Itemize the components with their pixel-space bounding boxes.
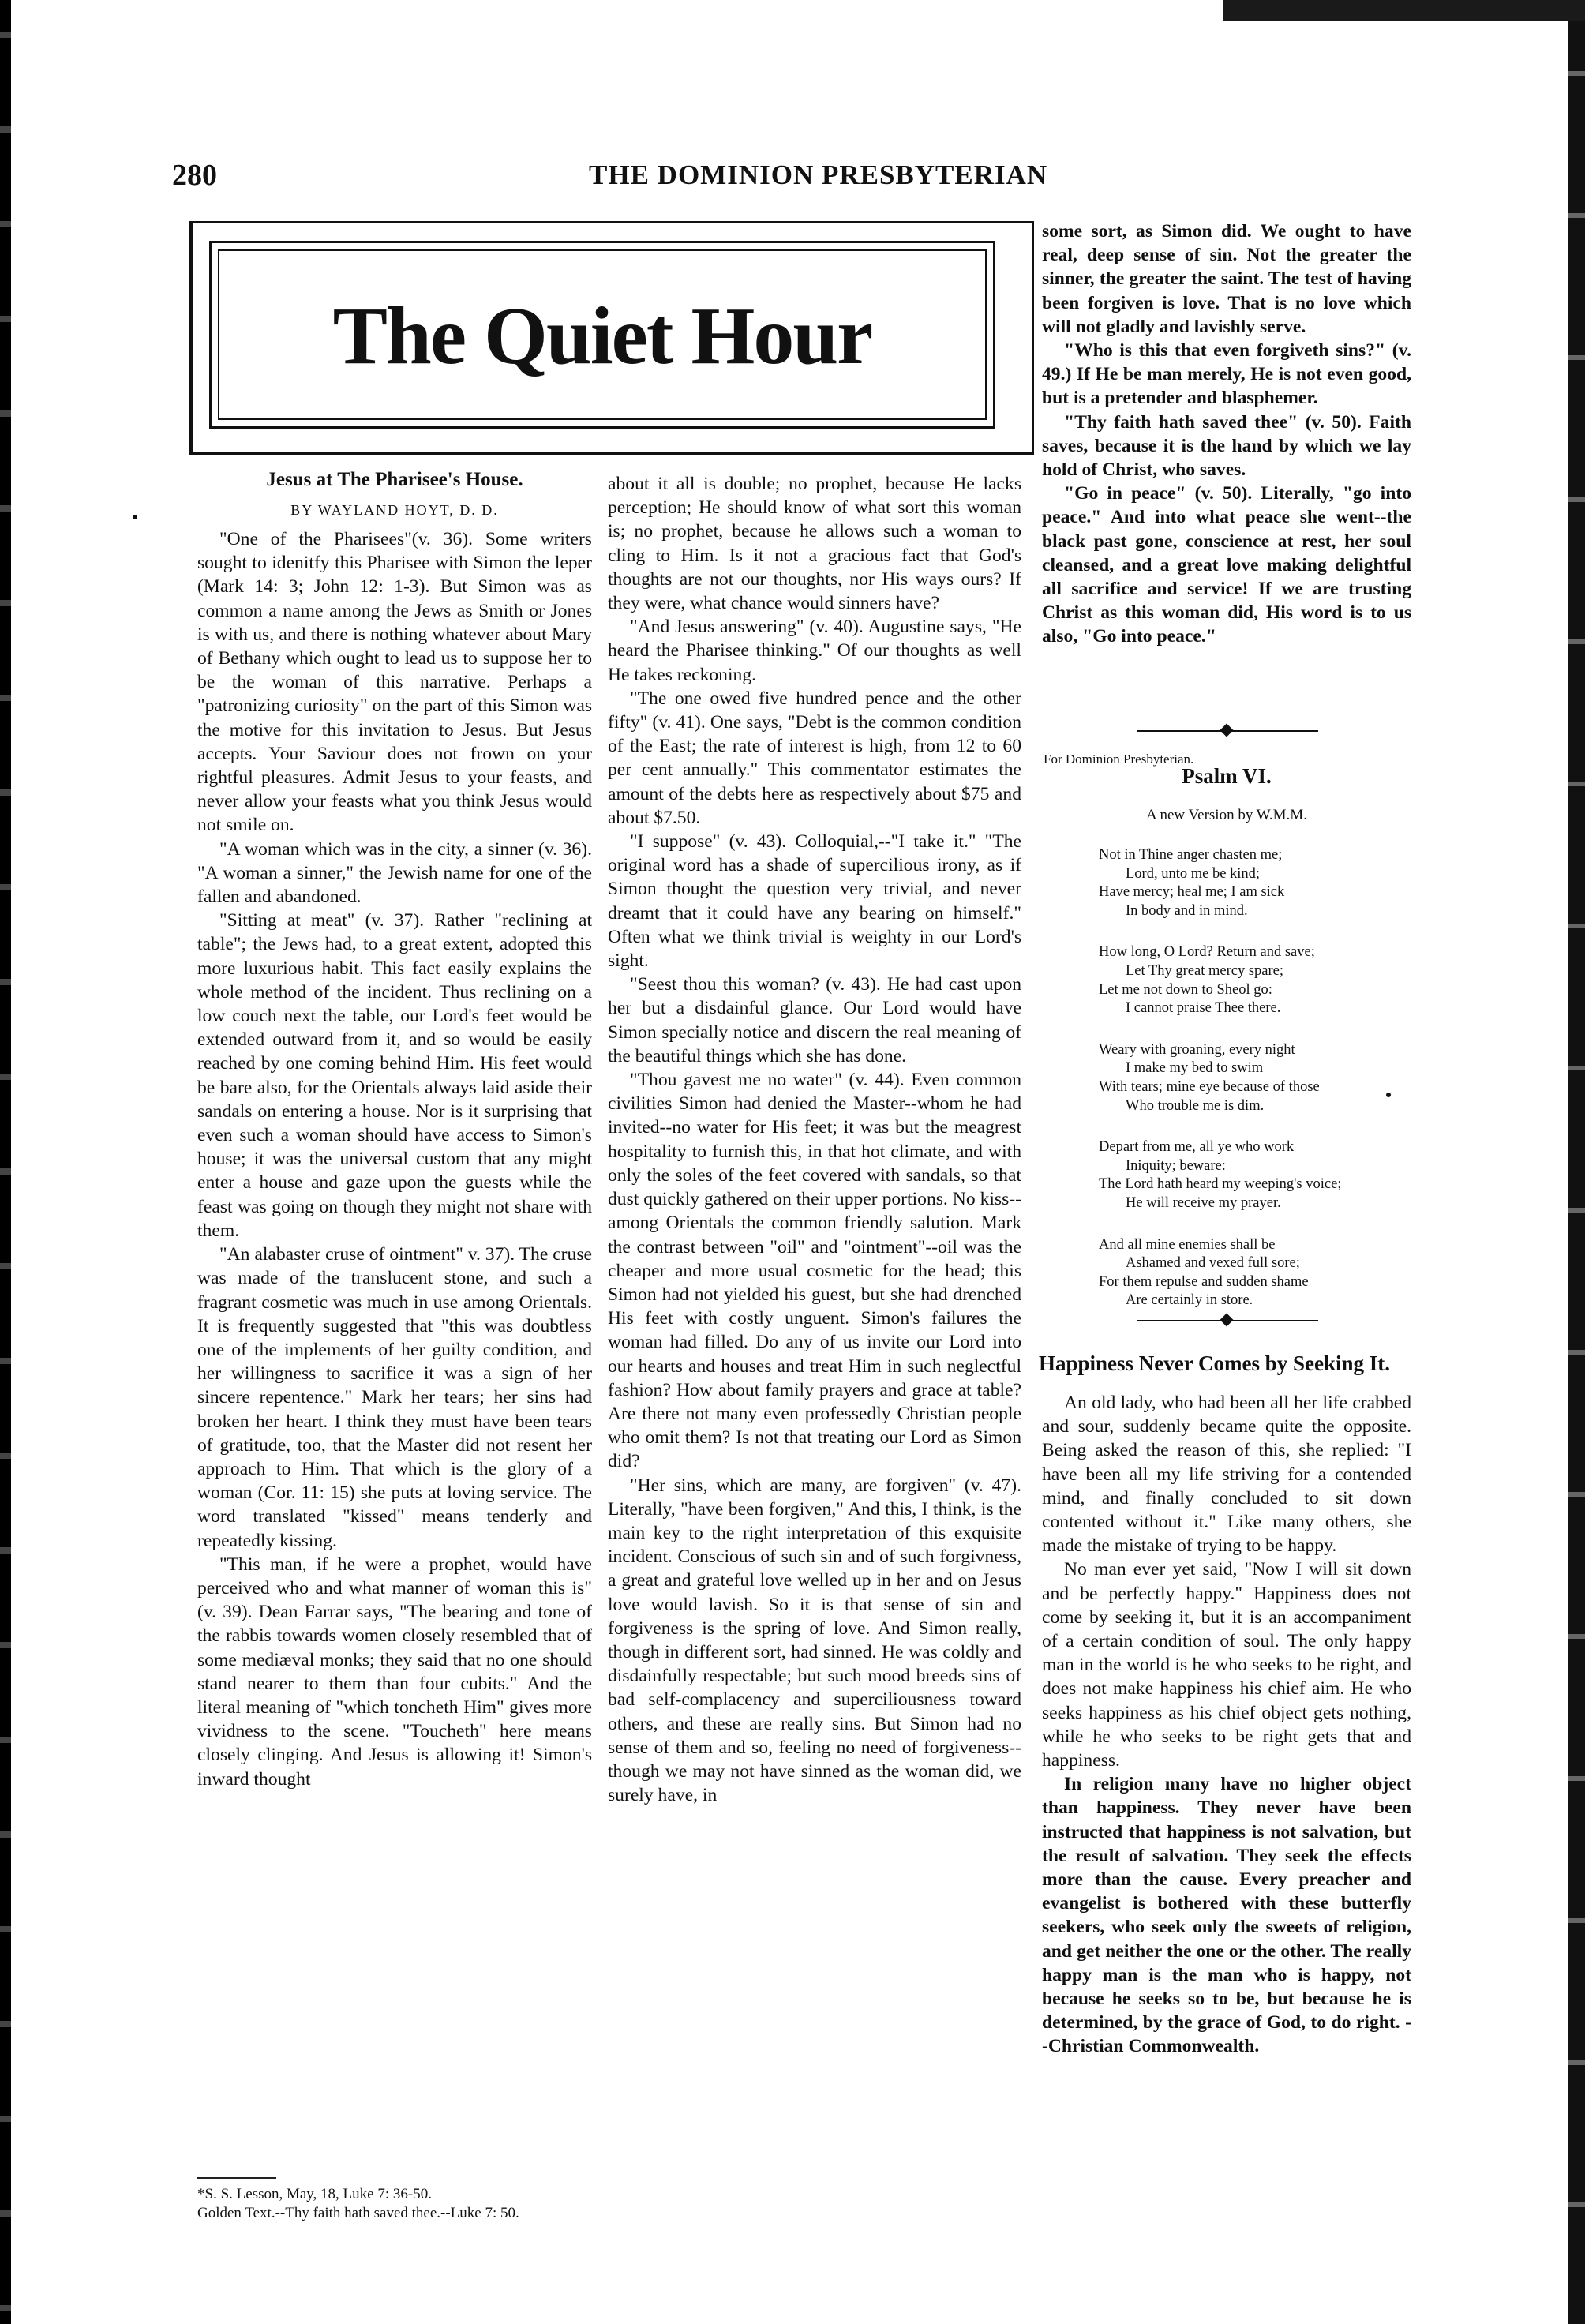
verse-line: Let me not down to Sheol go: [1099,981,1272,998]
byline: BY WAYLAND HOYT, D. D. [290,502,499,518]
ink-speck [1386,1093,1391,1097]
scan-edge-right [1568,0,1585,2324]
footnote-line: *S. S. Lesson, May, 18, Luke 7: 36-50. [197,2186,432,2202]
paragraph: "One of the Pharisees"(v. 36). Some writers sought to idenitfy this Pharisee with Simon the leper (Mark 14: 3; John 12: 1-3). But Simon was as common a name among the Jews as Smith or Jones is with us, and there is nothing whatever about Mary of Bethany which ought to lead us to suppose her to be the woman of this narrative. Perhaps a "patronizing curiosity" on the part of this Simon was the motive for this invitation to Jesus. But Jesus accepts. Your Saviour does not frown on your rightful pleasures. Admit Jesus to your feasts, and never allow your feasts what you think Jesus would not smile on. [197,529,592,836]
banner-frame [209,241,995,429]
paragraph: In religion many have no higher object than happiness. They never have been instructed that happiness is not salvation, but the result of salvation. They seek the effects more than the cause. Every preacher and evangelist is bothered with these butterfly seekers, who seek only the sweets of religion, and get neither the one or the other. The really happy man is the man who is happy, not because he seeks so to be, but because he is determined, by the grace of God, to do right. --Christian Commonwealth. [1042,1774,1411,2057]
verse-line: Are certainly in store. [1126,1292,1253,1309]
verse-line: With tears; mine eye because of those [1099,1078,1320,1095]
paragraph: "Her sins, which are many, are forgiven" (v. 47). Literally, "have been forgiven," And this, I think, is the main key to the right interpretation of this exquisite incident. Conscious of such sin and of such forgivness, a great and grateful love welled up in her and on Jesus love would lavish. So it is that sense of sin and forgiveness is the spring of love. And Simon really, though in different sort, had sinned. He was coldly and disdainfully respectable; but such mood breeds sins of bad self-complacency and superciliousness toward others, and these are really sins. But Simon had no sense of them and so, feeling no need of forgiveness--though we may not have sinned as the woman did, we surely have, in [608,1475,1021,1806]
footnote-rule [197,2177,276,2179]
paragraph: "I suppose" (v. 43). Colloquial,--"I take it." "The original word has a shade of supercilious irony, as if Simon thought the question very trivial, and never dreamt that it could have any bearing on himself." Often what we think trivial is weighty in our Lord's sight. [608,831,1021,972]
verse-line: Ashamed and vexed full sore; [1126,1255,1300,1272]
stanza [1099,846,1415,920]
scan-edge-top [1223,0,1585,21]
verse-line: Lord, unto me be kind; [1126,865,1261,882]
column-1 [197,527,592,1791]
verse-line: Let Thy great mercy spare; [1126,962,1283,979]
divider-ornament [1220,724,1234,737]
psalm-verses [1099,846,1415,1333]
verse-line: I make my bed to swim [1126,1060,1264,1077]
paragraph: "Thou gavest me no water" (v. 44). Even common civilities Simon had denied the Master--whom he had invited--no water for His feet; it was but the meagrest hospitality to furnish this, in that hot climate, and with only the soles of the feet covered with sandals, so that dust quickly gathered on their upper portions. No kiss--among Orientals the common friendly salution. Mark the contrast between "oil" and "ointment"--oil was the cheaper and more usual cosmetic for the head; this Simon had not yielded his guest, but she had drenched His feet with costly unguent. Simon's failures the woman had filled. Do any of us invite our Lord into our hearts and houses and treat Him in such neglectful fashion? How about family prayers and grace at table? Are there not many even professedly Christian people who omit them? Is not that treating our Lord as Simon did? [608,1070,1021,1472]
paragraph: "And Jesus answering" (v. 40). Augustine says, "He heard the Pharisee thinking." Of our thoughts as well He takes reckoning. [608,617,1021,685]
article-title: Happiness Never Comes by Seeking It. [1039,1351,1391,1375]
scan-edge-left [0,0,11,2324]
column-3 [1042,219,1411,649]
paragraph: "The one owed five hundred pence and the other fifty" (v. 41). One says, "Debt is the common condition of the East; the rate of interest is high, from 12 to 60 per cent annually." This commentator estimates the amount of the debts here as respectively about $75 and about $7.50. [608,688,1021,828]
verse-line: For them repulse and sudden shame [1099,1273,1309,1290]
verse-line: Iniquity; beware: [1126,1157,1226,1174]
paragraph: "Thy faith hath saved thee" (v. 50). Faith saves, because it is the hand by which we lay hold of Christ, who saves. [1042,411,1411,481]
quiet-hour-banner [189,221,1034,455]
verse-line: He will receive my prayer. [1126,1194,1281,1211]
paragraph: "Who is this that even forgiveth sins?" (v. 49.) If He be man merely, He is not even good, but is a pretender and blasphemer. [1042,340,1411,409]
verse-line: Who trouble me is dim. [1126,1097,1265,1114]
paragraph: "Go in peace" (v. 50). Literally, "go into peace." And into what peace she went--the black past gone, conscience at rest, her soul cleansed, and a great love making delightful all sacrifice and service! If we are trusting Christ as this woman did, His word is to us also, "Go into peace." [1042,483,1411,647]
stanza [1099,1041,1415,1115]
paragraph: about it all is double; no prophet, because He lacks perception; He should know of what sort this woman is; no prophet, because he allows such a woman to cling to Him. Is it not a gracious fact that God's thoughts are not our thoughts, nor His ways ours? If they were, what chance would sinners have? [608,474,1021,614]
verse-line: Have mercy; heal me; I am sick [1099,884,1285,901]
paragraph: "This man, if he were a prophet, would have perceived who and what manner of woman this is"(v. 39). Dean Farrar says, "The bearing and tone of the rabbis towards women closely resembled that of some mediæval monks; they said that no one should stand nearer to them than four cubits." And the literal meaning of "which toncheth Him" gives more vividness to the scene. "Toucheth" here means closely clinging. And Jesus is allowing it! Simon's inward thought [197,1554,592,1790]
verse-line: I cannot praise Thee there. [1126,1000,1281,1017]
article-title: Jesus at The Pharisee's House. [266,469,523,490]
footnote [197,2185,592,2223]
ink-speck [133,515,137,519]
paragraph: "A woman which was in the city, a sinner (v. 36). "A woman a sinner," the Jewish name for one of the fallen and abandoned. [197,838,592,908]
paragraph: "Sitting at meat" (v. 37). Rather "reclining at table"; the Jews had, to a great extent, adopted this more luxurious habit. This fact easily explains the whole method of the incident. Thus reclining on a low couch next the table, our Lord's feet would be extended outward from it, and so would be easily reached by one coming behind Him. His feet would be bare also, for the Orientals always laid aside their sandals on entering a house. Nor is it surprising that even such a woman should have access to Simon's house; it was the universal custom that any might enter a house and gaze upon the guests while the feast was going on though they might not share with them. [197,910,592,1241]
paragraph: No man ever yet said, "Now I will sit down and be perfectly happy." Happiness does not come by seeking it, but it is an accompaniment of a certain condition of soul. The only happy man in the world is he who seeks to be right, and does not make happiness his chief aim. He who seeks happiness as his chief object gets nothing, while he who seeks to be right gets that and happiness. [1042,1559,1411,1771]
page-number: 280 [172,159,217,192]
verse-line: Depart from me, all ye who work [1099,1139,1295,1156]
verse-line: And all mine enemies shall be [1099,1236,1276,1253]
verse-line: The Lord hath heard my weeping's voice; [1099,1176,1342,1193]
verse-line: In body and in mind. [1126,902,1248,919]
psalm-subtitle: A new Version by W.M.M. [1146,807,1307,823]
paragraph: "Seest thou this woman? (v. 43). He had cast upon her but a disdainful glance. Our Lord would have Simon specially notice and discern the real meaning of the beautiful things which she has done. [608,974,1021,1066]
paragraph: "An alabaster cruse of ointment" v. 37). The cruse was made of the translucent stone, and such a fragrant cosmetic was much in use among Orientals. It is frequently suggested that "this was doubtless one of the implements of her guilty condition, and her willingness to sacrifice it was a sign of her sincere repentence." Mark her tears; her sins had broken her heart. I think they must have been tears of gratitude, too, that the Master did not resent her approach to Him. That which is the glory of a woman (Cor. 11: 15) she puts at loving service. The word translated "kissed" means tenderly and repeatedly kissing. [197,1244,592,1551]
paragraph: some sort, as Simon did. We ought to have real, deep sense of sin. Not the greater the sinner, the greater the saint. The test of having been forgiven is love. That is no love which will not gladly and lavishly serve. [1042,221,1411,337]
page-header [172,158,1388,197]
stanza [1099,1138,1415,1213]
section-title: The Quiet Hour [332,290,872,381]
paragraph: An old lady, who had been all her life crabbed and sour, suddenly became quite the opposite. Being asked the reason of this, she replied: "I have been all my life striving for a contended mind, and finally concluded to sit down contented without it." Like many others, she made the mistake of trying to be happy. [1042,1393,1411,1557]
verse-line: How long, O Lord? Return and save; [1099,944,1315,961]
column-4 [1042,1391,1411,2059]
column-2 [608,472,1021,1807]
verse-line: Weary with groaning, every night [1099,1041,1295,1058]
footnote-line: Golden Text.--Thy faith hath saved thee.--Luke 7: 50. [197,2205,519,2221]
masthead: THE DOMINION PRESBYTERIAN [589,159,1048,190]
source-label: For Dominion Presbyterian. [1044,752,1194,767]
stanza [1099,1236,1415,1310]
verse-line: Not in Thine anger chasten me; [1099,847,1283,863]
stanza [1099,943,1415,1018]
psalm-title: Psalm VI. [1182,764,1272,788]
